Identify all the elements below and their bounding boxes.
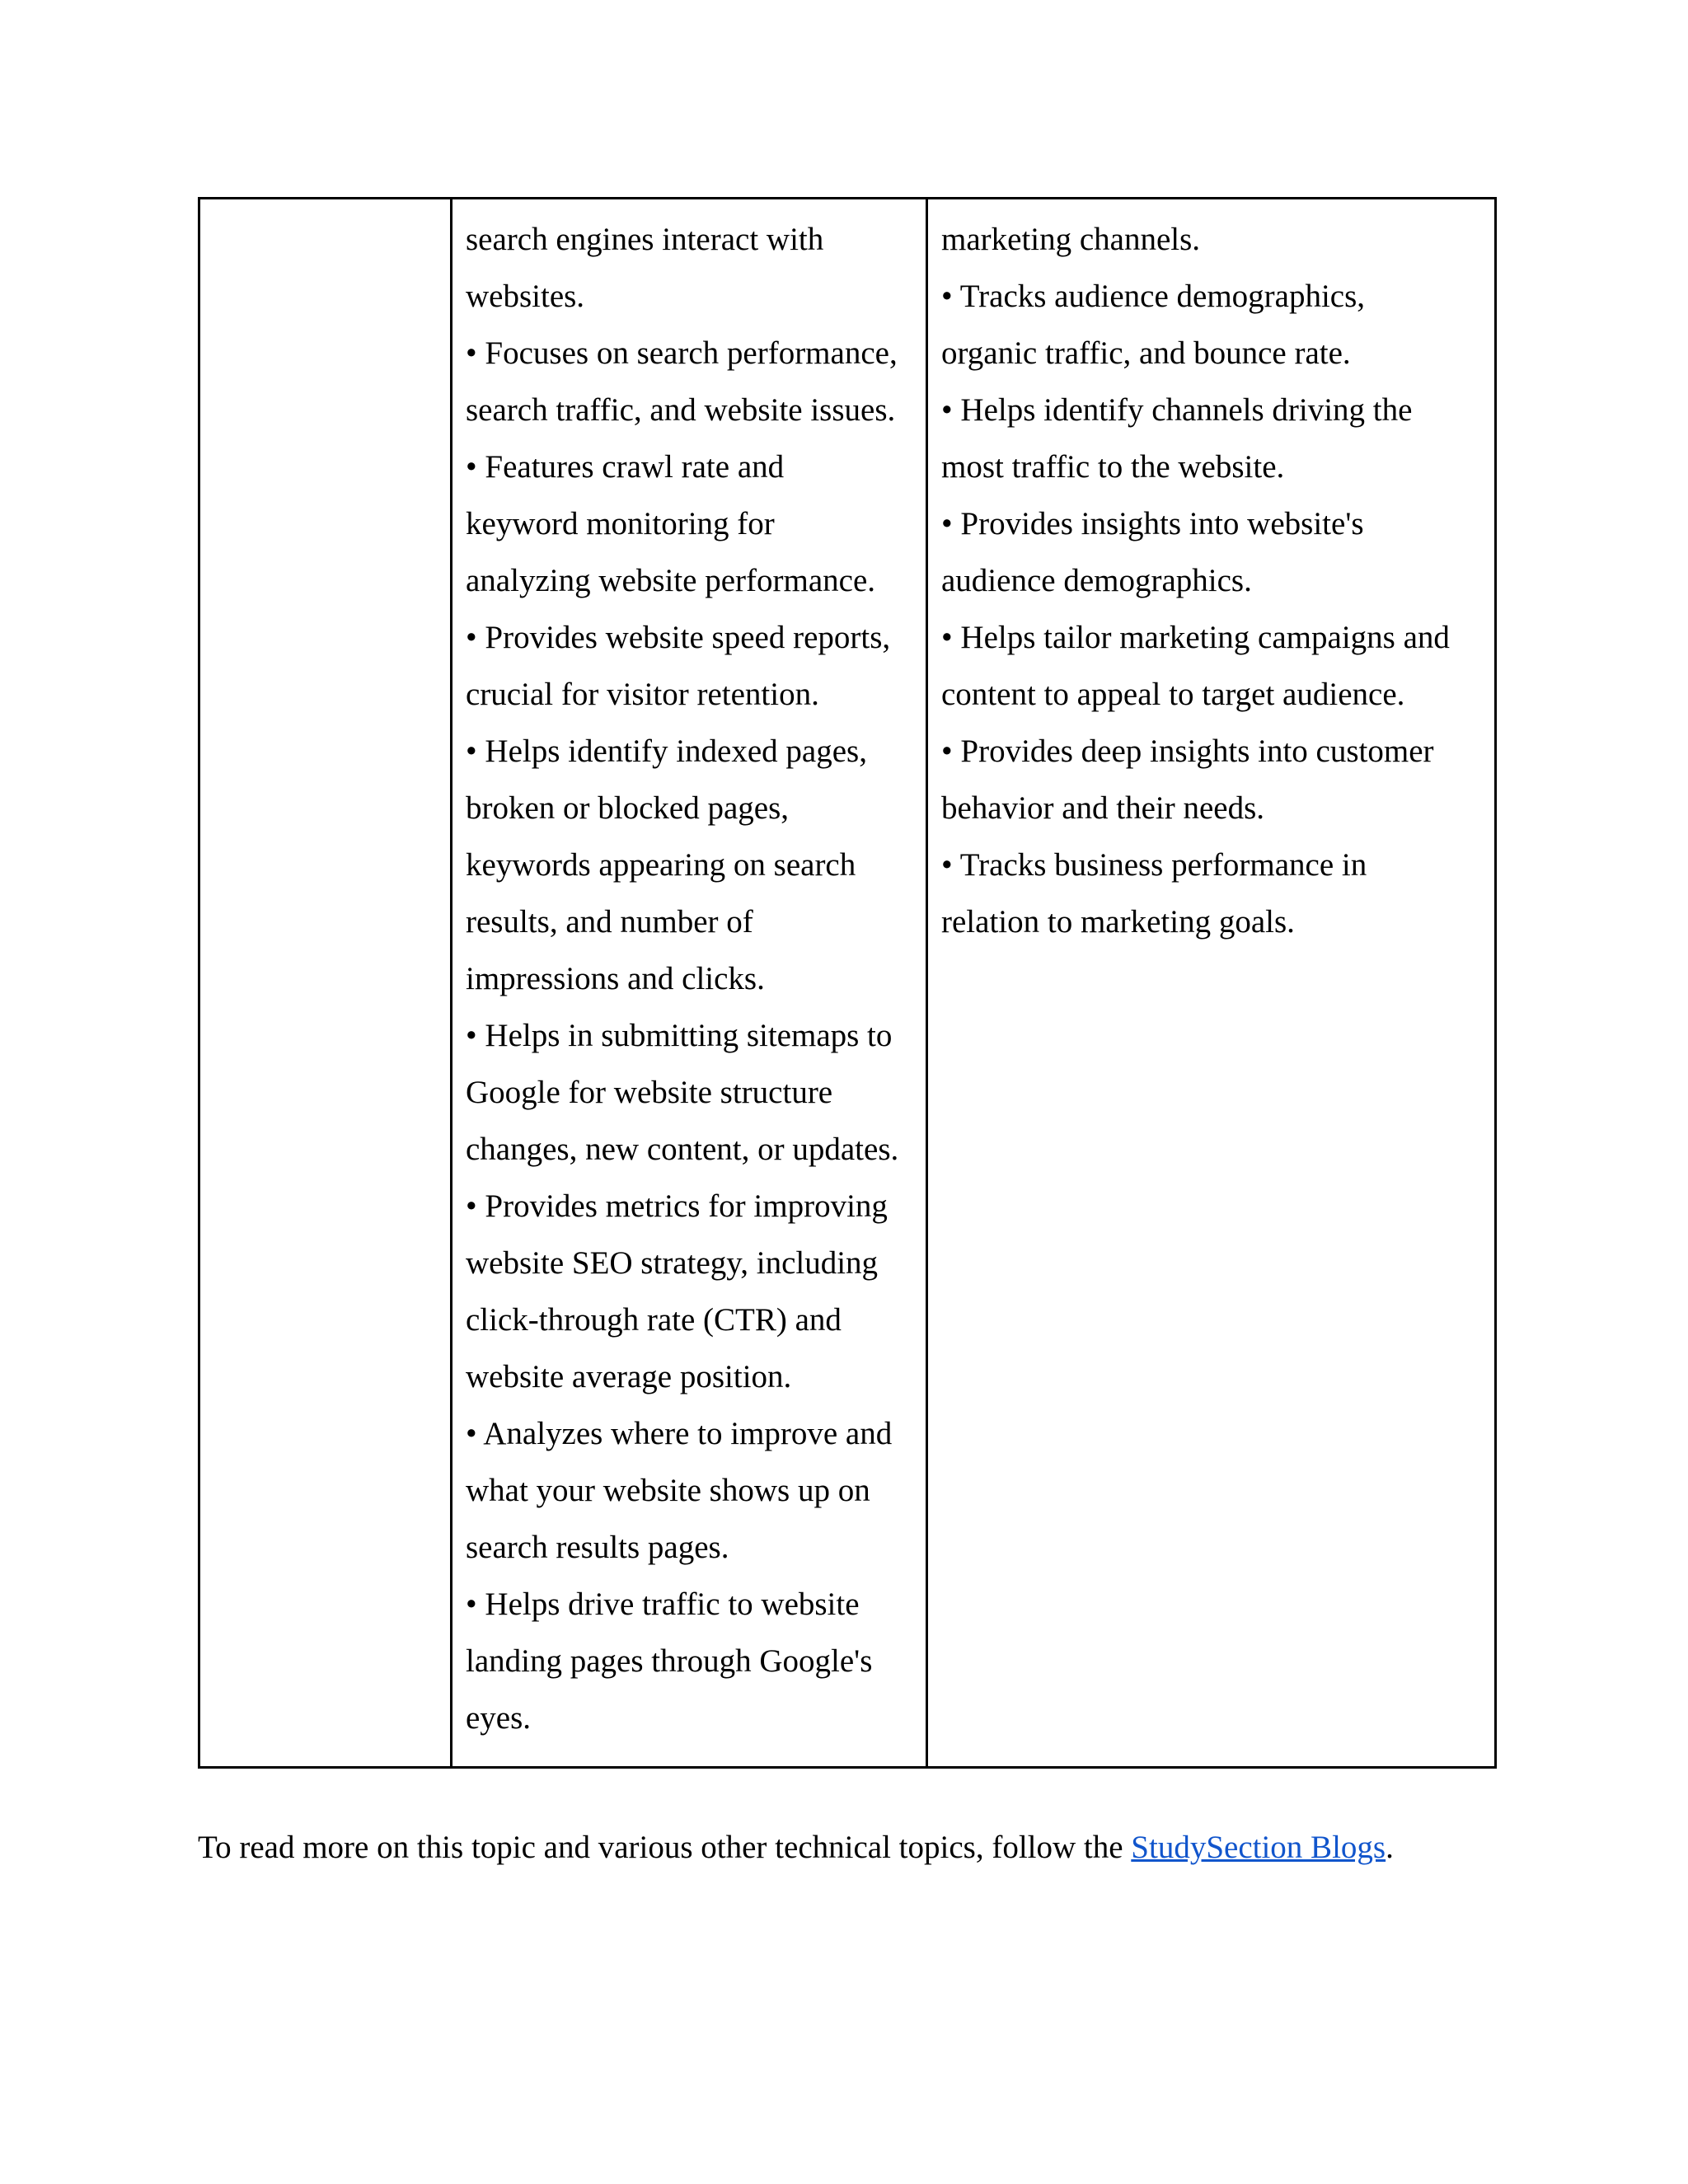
cell-text-line: Google for website structure (466, 1075, 833, 1110)
cell-text-line: crucial for visitor retention. (466, 677, 819, 712)
footer-paragraph (198, 1823, 1394, 1872)
cell-text-line: • Helps identify indexed pages, (466, 733, 867, 769)
cell-text-line: broken or blocked pages, (466, 790, 790, 826)
cell-text-line: • Features crawl rate and (466, 449, 785, 485)
studysection-blogs-link[interactable]: StudySection Blogs (1131, 1830, 1386, 1865)
cell-text-line: marketing channels. (941, 222, 1201, 257)
footer-text: To read more on this topic and various other technical topics, follow the (198, 1830, 1132, 1865)
cell-content-col1 (200, 199, 450, 211)
footer-period: . (1386, 1830, 1394, 1865)
cell-text-line: • Helps drive traffic to website (466, 1586, 860, 1622)
cell-text-line: • Helps in submitting sitemaps to (466, 1018, 893, 1053)
cell-text-line: • Tracks audience demographics, (941, 279, 1366, 314)
cell-text-line: • Provides deep insights into customer (941, 733, 1434, 769)
cell-text-line: website average position. (466, 1359, 792, 1394)
cell-text-line: • Helps identify channels driving the (941, 392, 1413, 428)
cell-text-line: eyes. (466, 1700, 532, 1736)
cell-text-line: content to appeal to target audience. (941, 677, 1405, 712)
cell-text-line: • Provides metrics for improving (466, 1188, 888, 1224)
cell-text-line: landing pages through Google's (466, 1643, 873, 1679)
cell-text-line: search results pages. (466, 1530, 729, 1565)
table-cell-label (199, 199, 452, 1768)
cell-text-line: behavior and their needs. (941, 790, 1265, 826)
cell-text-line: audience demographics. (941, 563, 1252, 598)
cell-text-line: • Focuses on search performance, (466, 335, 898, 371)
cell-text-line: • Provides insights into website's (941, 506, 1364, 541)
cell-content-col3 (928, 199, 1494, 950)
cell-text-line: organic traffic, and bounce rate. (941, 335, 1351, 371)
cell-content-col2 (452, 199, 926, 1746)
cell-text-line: keywords appearing on search (466, 847, 856, 883)
cell-text-line: what your website shows up on (466, 1473, 870, 1508)
cell-text-line: relation to marketing goals. (941, 904, 1295, 940)
cell-text-line: analyzing website performance. (466, 563, 876, 598)
cell-text-line: changes, new content, or updates. (466, 1132, 899, 1167)
cell-text-line: • Tracks business performance in (941, 847, 1367, 883)
cell-text-line: click-through rate (CTR) and (466, 1302, 842, 1338)
cell-text-line: • Helps tailor marketing campaigns and (941, 620, 1450, 655)
cell-text-line: • Analyzes where to improve and (466, 1416, 893, 1451)
cell-text-line: keyword monitoring for (466, 506, 775, 541)
cell-text-line: impressions and clicks. (466, 961, 765, 996)
cell-text-line: search engines interact with (466, 222, 824, 257)
comparison-table (198, 197, 1497, 1769)
cell-text-line: website SEO strategy, including (466, 1245, 879, 1281)
cell-text-line: results, and number of (466, 904, 753, 940)
cell-text-line: most traffic to the website. (941, 449, 1285, 485)
table-cell-analytics (927, 199, 1496, 1768)
cell-text-line: websites. (466, 279, 585, 314)
cell-text-line: search traffic, and website issues. (466, 392, 896, 428)
cell-text-line: • Provides website speed reports, (466, 620, 891, 655)
table-cell-search-console (452, 199, 927, 1768)
table-row (199, 199, 1496, 1768)
